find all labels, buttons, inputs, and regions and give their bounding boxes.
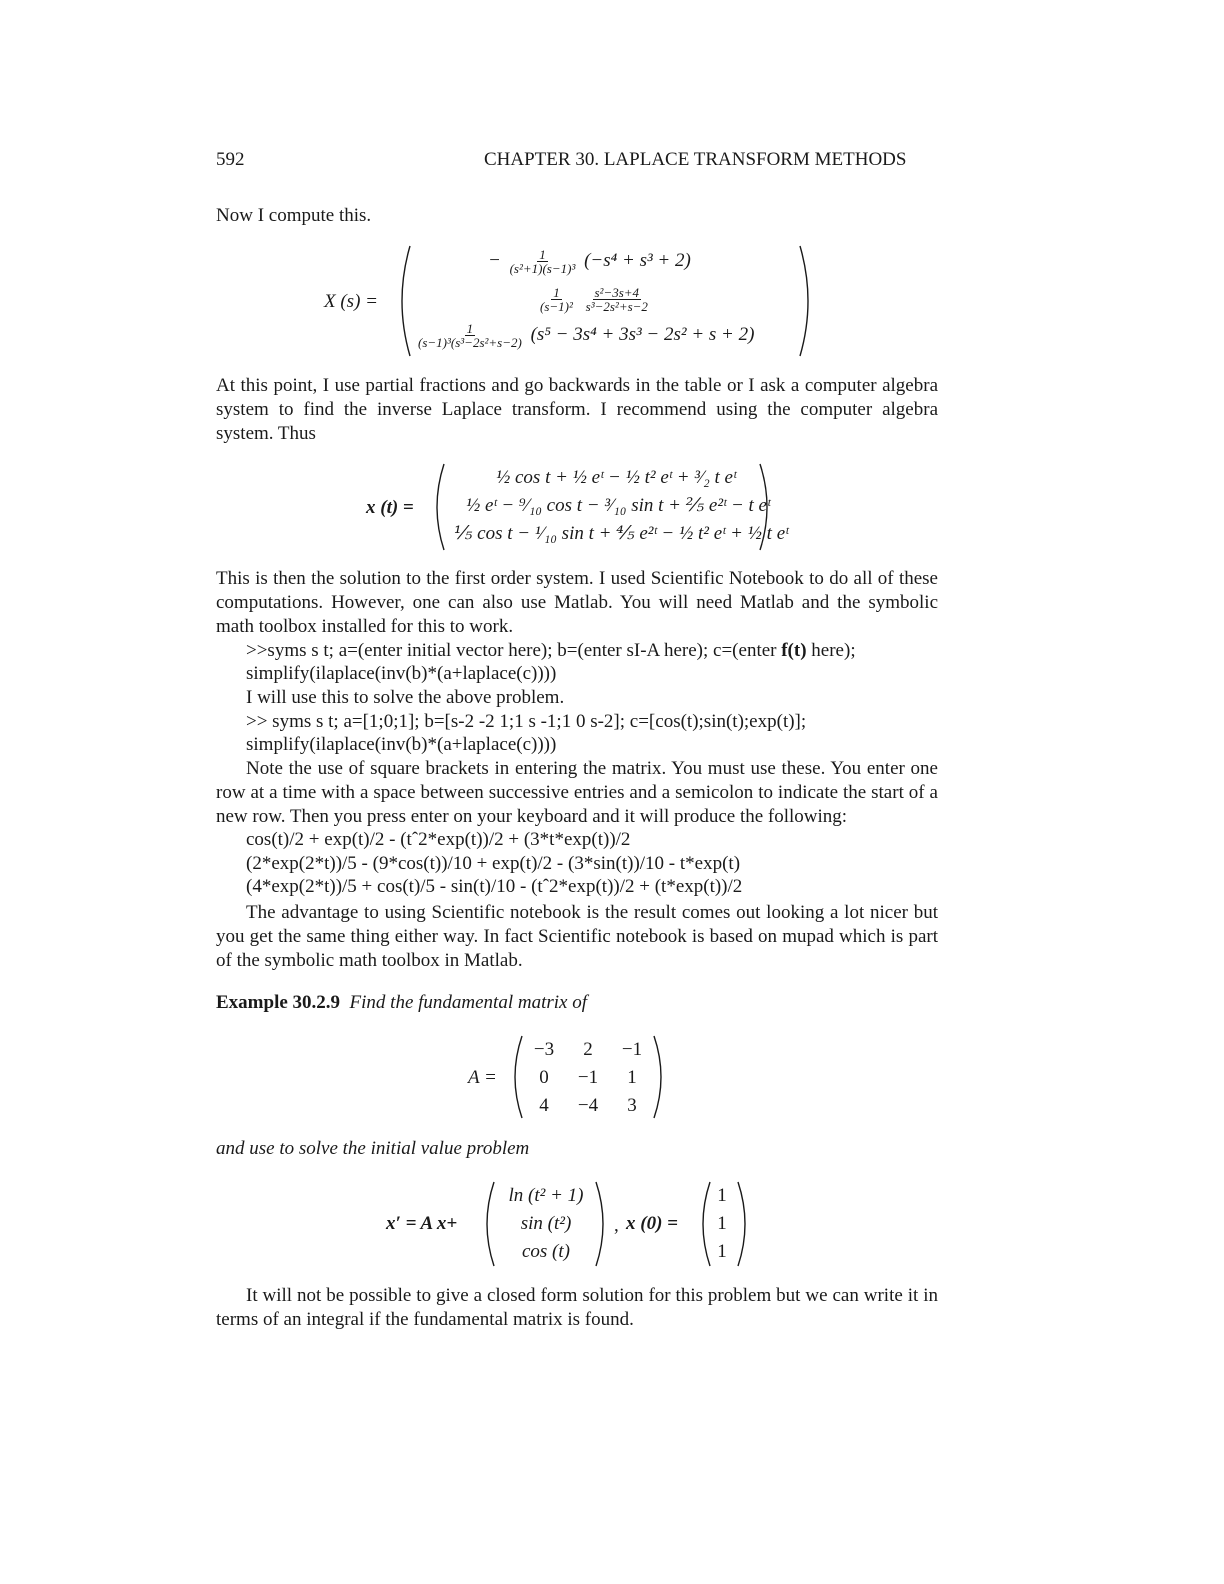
code-line-2: simplify(ilaplace(inv(b)*(a+laplace(c)))) [246,663,557,684]
matrix-cell: 0 [539,1067,549,1088]
matrix-cell: −1 [621,1039,643,1060]
page-number: 592 [216,149,245,170]
example-label: Example 30.2.9 [216,992,341,1013]
paragraph-closed-form: It will not be possible to give a closed form solution for this problem but we can write it in terms of an integral if the fundamental matrix is found. [216,1285,938,1330]
matrix-cell: −3 [533,1039,555,1060]
paragraph-square-brackets: Note the use of square brackets in entering the matrix. You must use these. You enter one row at a time with a space between successive entries and a semicolon to indicate the start of a new row. Then you press enter on your keyboard and it will produce the following: [216,758,938,827]
matrix-cell: −1 [577,1067,599,1088]
frac-num: 1 [553,285,560,300]
eq-x-row3: ⅕ cos t − ¹⁄₁₀ sin t + ⅘ e²ᵗ − ½ t² eᵗ + ½ t eᵗ [454,523,789,544]
running-title: CHAPTER 30. LAPLACE TRANSFORM METHODS [484,149,907,170]
init-cell: 1 [717,1185,727,1206]
row1-fraction [508,248,578,275]
frac-num: 1 [466,321,474,336]
row3-tail: (s⁵ − 3s⁴ + 3s³ − 2s² + s + 2) [530,323,755,345]
frac-den: s³−2s²+s−2 [585,299,648,314]
ivp-lhs: x′ = A x+ [386,1213,458,1234]
paragraph-inverse-laplace: At this point, I use partial fractions and go backwards in the table or I ask a computer algebra system to find the inverse Laplace transform. I recommend using the computer algebra system. Thus [216,375,938,444]
row2-fraction-1 [538,286,575,313]
matrix-cell: 1 [627,1067,637,1088]
init-cell: 1 [717,1241,727,1262]
paragraph-matlab: This is then the solution to the first order system. I used Scientific Notebook to do all of these computations. However, one can also use Matlab. You will need Matlab and the symbolic math toolbox installed for this to work. [216,568,938,637]
output-line-1: cos(t)/2 + exp(t)/2 - (tˆ2*exp(t))/2 + (3*t*exp(t))/2 [246,829,631,850]
matrix-A-lhs: A = [468,1067,497,1088]
frac-num: s²−3s+4 [594,285,640,300]
eq-X-row1 [488,248,691,275]
row3-fraction [416,322,524,349]
right-paren-A [650,1034,670,1120]
eq-x-lhs: x (t) = [366,497,414,518]
matrix-cell: 4 [539,1095,549,1116]
frac-den: (s−1)² [540,299,573,314]
frac-den: (s−1)³(s³−2s²+s−2) [418,335,522,350]
eq-x-row2: ½ eᵗ − ⁹⁄₁₀ cos t − ³⁄₁₀ sin t + ⅖ e²ᵗ − t eᵗ [466,495,771,516]
matrix-cell: 2 [583,1039,593,1060]
f-row-1: ln (t² + 1) [508,1185,584,1206]
intro-text: Now I compute this. [216,205,372,226]
ivp-comma: , [614,1215,619,1236]
row2-fraction-2 [584,286,650,313]
code-line-1 [246,639,856,663]
left-paren-X [392,244,414,358]
init-lhs: x (0) = [626,1213,678,1234]
f-row-2: sin (t²) [520,1213,572,1234]
eq-X-row3 [414,322,754,349]
output-line-2: (2*exp(2*t))/5 - (9*cos(t))/10 + exp(t)/2 - (3*sin(t))/10 - t*exp(t) [246,853,741,874]
f-row-3: cos (t) [521,1241,570,1262]
row1-minus: − [488,249,501,271]
frac-num: 1 [539,247,546,262]
example-heading [216,991,938,1015]
frac-den: (s²+1)(s−1)³ [509,261,576,276]
right-paren-f [592,1180,612,1268]
eq-X-lhs: X (s) = [324,291,378,312]
code1-part-a: >>syms s t; a=(enter initial vector here); b=(enter sI-A here); c=(enter [246,640,782,661]
matrix-cell: 3 [627,1095,637,1116]
code-line-4: simplify(ilaplace(inv(b)*(a+laplace(c)))) [246,734,557,755]
code-line-3: >> syms s t; a=[1;0;1]; b=[s-2 -2 1;1 s -1;1 0 s-2]; c=[cos(t);sin(t);exp(t)]; [246,711,807,732]
left-paren-f [478,1180,498,1268]
example-statement: Find the fundamental matrix of [349,992,588,1013]
right-paren-X [796,244,818,358]
left-paren-A [506,1034,526,1120]
paragraph-advantage: The advantage to using Scientific notebook is the result comes out looking a lot nicer but you get the same thing either way. In fact Scientific notebook is based on mupad which is part of the symbolic math toolbox in Matlab. [216,902,938,971]
left-paren-x [428,462,448,552]
code1-bold: f(t) [781,640,807,661]
output-line-3: (4*exp(2*t))/5 + cos(t)/5 - sin(t)/10 - (tˆ2*exp(t))/2 + (t*exp(t))/2 [246,876,743,897]
eq-X-row2 [536,286,652,313]
init-cell: 1 [717,1213,727,1234]
ivp-intro: and use to solve the initial value problem [216,1138,530,1159]
use-line: I will use this to solve the above problem. [246,687,565,708]
eq-x-row1: ½ cos t + ½ eᵗ − ½ t² eᵗ + ³⁄₂ t eᵗ [496,467,737,488]
code1-part-b: here); [806,640,856,661]
matrix-cell: −4 [577,1095,599,1116]
row1-tail: (−s⁴ + s³ + 2) [584,249,691,271]
